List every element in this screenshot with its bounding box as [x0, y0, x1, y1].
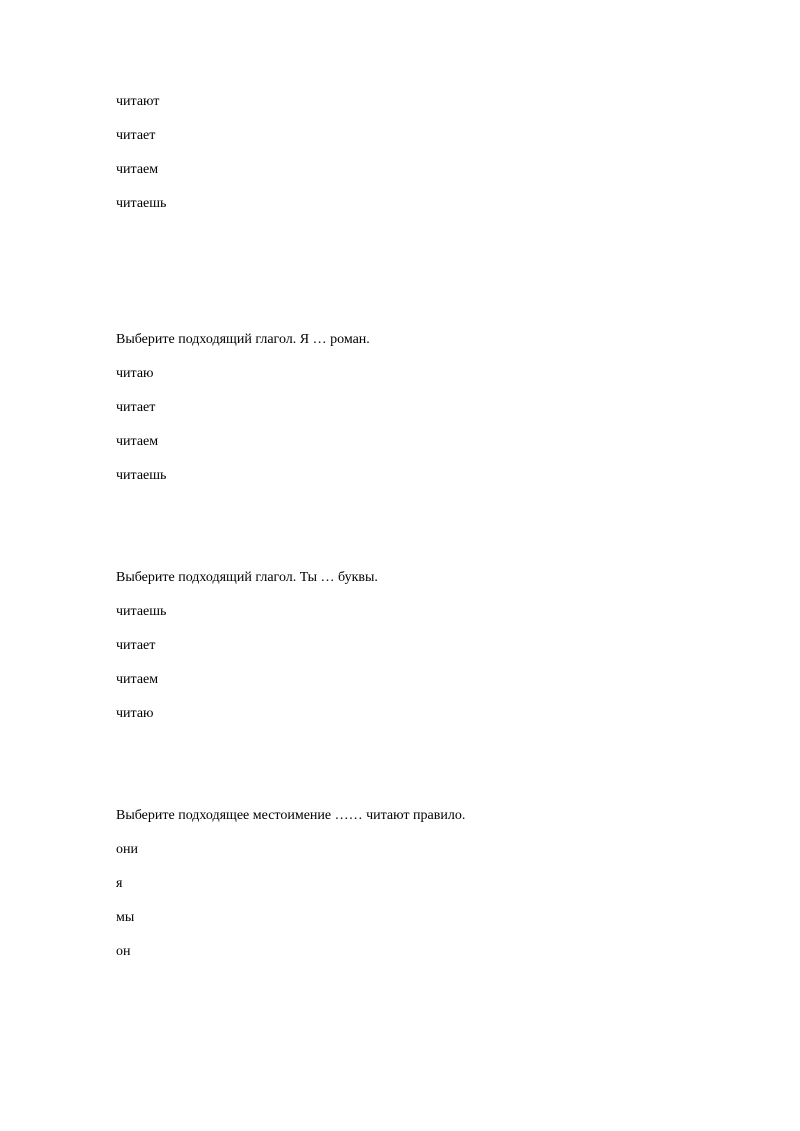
option-text: читаешь: [116, 468, 167, 483]
option-text: читаем: [116, 434, 159, 449]
question-text: Выберите подходящее местоимение …… читают правило.: [116, 808, 466, 823]
option-text: читаю: [116, 706, 154, 721]
option-text: читает: [116, 128, 156, 143]
option-text: читает: [116, 400, 156, 415]
option-text: читаю: [116, 366, 154, 381]
option-text: читаешь: [116, 196, 167, 211]
option-text: читаем: [116, 672, 159, 687]
option-text: читаешь: [116, 604, 167, 619]
option-text: я: [116, 876, 123, 891]
option-text: они: [116, 842, 138, 857]
option-text: читают: [116, 94, 160, 109]
question-text: Выберите подходящий глагол. Я … роман.: [116, 332, 370, 347]
question-text: Выберите подходящий глагол. Ты … буквы.: [116, 570, 378, 585]
option-text: читает: [116, 638, 156, 653]
option-text: он: [116, 944, 131, 959]
option-text: читаем: [116, 162, 159, 177]
option-text: мы: [116, 910, 135, 925]
